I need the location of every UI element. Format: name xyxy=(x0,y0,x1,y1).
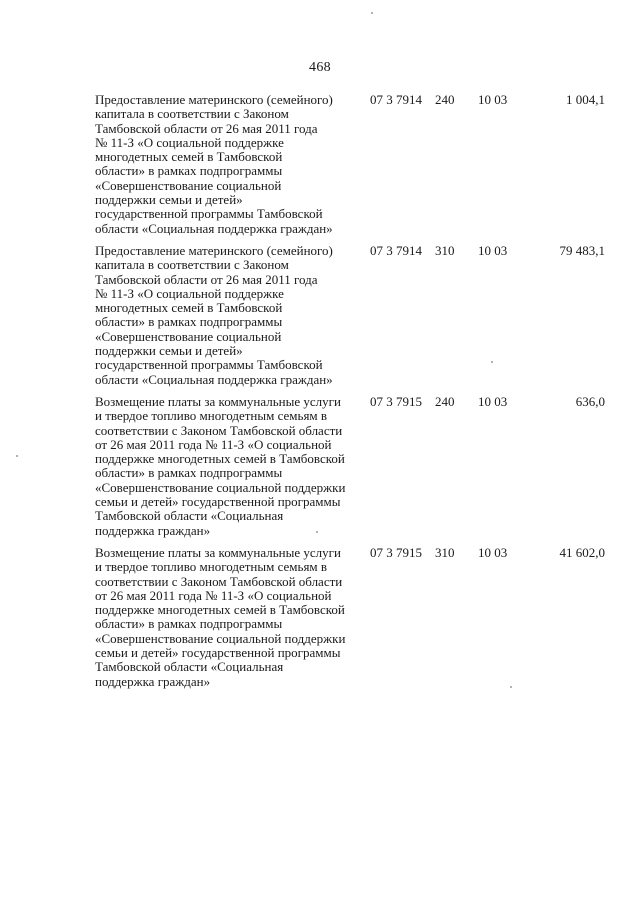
row-target-article-code: 07 3 7914 xyxy=(370,242,422,258)
row-description: Возмещение платы за коммунальные услуги и твердое топливо многодетным семьям в соответствии с Законом Тамбовской области от 26 мая 2011 года № 11-З «О социальной поддержке многодетных семей в Тамбовской области» в рамках подпрограммы «Совершенствование социальной поддержки семьи и детей» государственной программы Тамбовской области «Социальная поддержка граждан» xyxy=(95,544,346,689)
row-expense-type-code: 240 xyxy=(435,92,455,107)
row-section-subsection-code: 10 03 xyxy=(478,393,508,409)
table-row xyxy=(95,244,605,387)
table-row xyxy=(95,395,605,538)
row-expense-type-code: 240 xyxy=(435,393,455,409)
scan-speck xyxy=(316,531,318,533)
row-expense-type-code: 310 xyxy=(435,544,455,560)
row-description: Возмещение платы за коммунальные услуги и твердое топливо многодетным семьям в соответствии с Законом Тамбовской области от 26 мая 2011 года № 11-З «О социальной поддержке многодетных семей в Тамбовской области» в рамках подпрограммы «Совершенствование социальной поддержки семьи и детей» государственной программы Тамбовской области «Социальная поддержка граждан» xyxy=(95,393,346,538)
budget-table xyxy=(95,93,605,697)
row-section-subsection-code: 10 03 xyxy=(478,242,508,258)
row-expense-type-code: 310 xyxy=(435,242,455,258)
table-row xyxy=(95,546,605,689)
row-amount: 41 602,0 xyxy=(559,544,605,560)
row-target-article-code: 07 3 7914 xyxy=(370,92,422,107)
row-amount: 636,0 xyxy=(575,393,605,409)
row-section-subsection-code: 10 03 xyxy=(478,92,508,107)
row-target-article-code: 07 3 7915 xyxy=(370,393,422,409)
scan-speck xyxy=(16,455,18,457)
row-target-article-code: 07 3 7915 xyxy=(370,544,422,560)
row-amount: 1 004,1 xyxy=(566,92,605,107)
scan-speck xyxy=(510,686,512,688)
row-section-subsection-code: 10 03 xyxy=(478,544,508,560)
scan-speck xyxy=(371,12,373,14)
row-description: Предоставление материнского (семейного) капитала в соответствии с Законом Тамбовской области от 26 мая 2011 года № 11-З «О социальной поддержке многодетных семей в Тамбовской области» в рамках подпрограммы «Совершенствование социальной поддержки семьи и детей» государственной программы Тамбовской области «Социальная поддержка граждан» xyxy=(95,242,333,387)
row-description: Предоставление материнского (семейного) капитала в соответствии с Законом Тамбовской области от 26 мая 2011 года № 11-З «О социальной поддержке многодетных семей в Тамбовской области» в рамках подпрограммы «Совершенствование социальной поддержки семьи и детей» государственной программы Тамбовской области «Социальная поддержка граждан» xyxy=(95,92,333,236)
scan-speck xyxy=(491,361,493,363)
table-row xyxy=(95,93,605,236)
page-number: 468 xyxy=(309,60,331,75)
row-amount: 79 483,1 xyxy=(559,242,605,258)
